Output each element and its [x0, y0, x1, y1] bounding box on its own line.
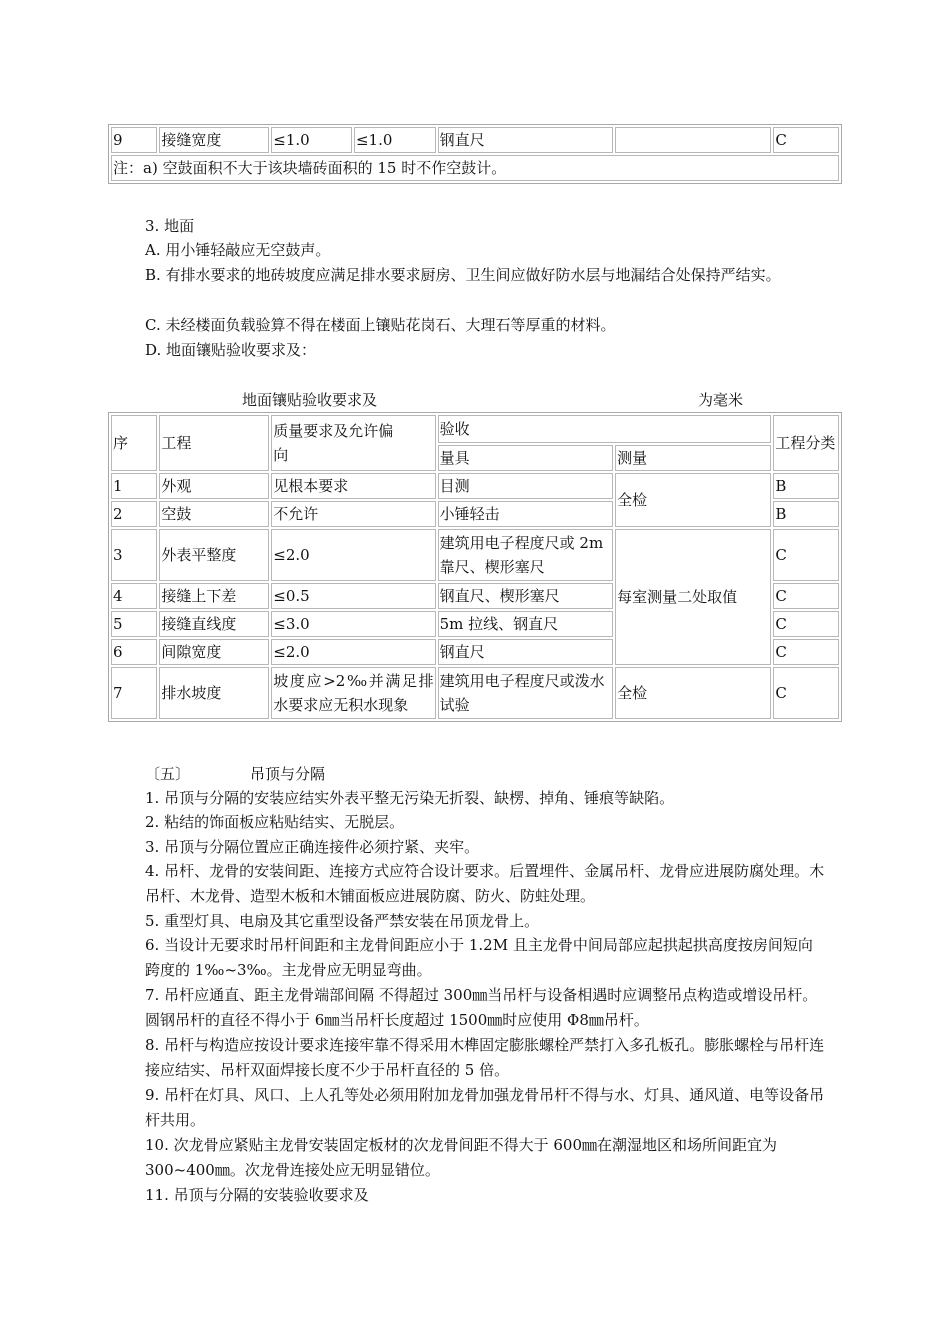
cell-seq: 1	[111, 473, 157, 499]
cell-category: C	[773, 611, 839, 637]
cell-item: 间隙宽度	[159, 639, 269, 665]
header-measure: 测量	[615, 445, 771, 471]
section-heading-ceiling: 吊顶与分隔	[250, 765, 326, 783]
table-note: 注：a) 空鼓面积不大于该块墙砖面积的 15 时不作空鼓计。	[111, 155, 839, 181]
cell-seq: 6	[111, 639, 157, 665]
cell-category: C	[773, 667, 839, 719]
cell-item: 外表平整度	[159, 529, 269, 581]
table-row	[111, 127, 839, 153]
table-row	[111, 667, 839, 719]
cell-tool: 建筑用电子程度尺或 2m 靠尺、楔形塞尺	[438, 529, 613, 581]
cell-quality: 见根本要求	[271, 473, 435, 499]
cell-measure	[615, 127, 771, 153]
list-item: 5. 重型灯具、电扇及其它重型设备严禁安装在吊顶龙骨上。	[145, 912, 540, 930]
header-seq: 序	[111, 415, 157, 471]
table-row	[111, 529, 839, 581]
cell-quality: ≤0.5	[271, 583, 435, 609]
cell-value-b: ≤1.0	[354, 127, 436, 153]
list-item: 6. 当设计无要求时吊杆间距和主龙骨间距应小于 1.2M 且主龙骨中间局部应起拱起拱高度按房间短向跨度的 1‰~3‰。主龙骨应无明显弯曲。	[145, 936, 813, 979]
cell-quality: 不允许	[271, 501, 435, 527]
cell-category: C	[773, 529, 839, 581]
table-row	[111, 155, 839, 181]
cell-quality: ≤2.0	[271, 639, 435, 665]
cell-category: B	[773, 501, 839, 527]
floor-table	[108, 412, 842, 722]
header-acceptance: 验收	[438, 415, 772, 443]
section-number: 〔五〕	[145, 765, 191, 783]
cell-category: C	[773, 583, 839, 609]
cell-quality: ≤3.0	[271, 611, 435, 637]
cell-item: 接缝上下差	[159, 583, 269, 609]
cell-tool: 建筑用电子程度尺或泼水试验	[438, 667, 613, 719]
cell-quality: 坡度应>2‰并满足排水要求应无积水现象	[271, 667, 435, 719]
cell-seq: 4	[111, 583, 157, 609]
list-item: B. 有排水要求的地砖坡度应满足排水要求厨房、卫生间应做好防水层与地漏结合处保持严结实。	[145, 266, 781, 284]
cell-measure: 全检	[615, 473, 771, 527]
section-heading-floor: 3. 地面	[145, 217, 195, 235]
list-item: 1. 吊顶与分隔的安装应结实外表平整无污染无折裂、缺楞、掉角、锤痕等缺陷。	[145, 789, 675, 807]
header-category: 工程分类	[773, 415, 839, 471]
header-quality: 质量要求及允许偏向	[271, 415, 435, 471]
header-tool: 量具	[438, 445, 613, 471]
list-item: 7. 吊杆应通直、距主龙骨端部间隔 不得超过 300㎜当吊杆与设备相遇时应调整吊点构造或增设吊杆。圆钢吊杆的直径不得小于 6㎜当吊杆长度超过 1500㎜时应使用 Φ8㎜吊杆。	[145, 986, 818, 1029]
cell-item: 接缝宽度	[159, 127, 269, 153]
cell-seq: 3	[111, 529, 157, 581]
cell-category: C	[773, 127, 839, 153]
cell-value-a: ≤1.0	[271, 127, 352, 153]
cell-measure: 每室测量二处取值	[615, 529, 771, 665]
cell-item: 排水坡度	[159, 667, 269, 719]
list-item: 4. 吊杆、龙骨的安装间距、连接方式应符合设计要求。后置埋件、金属吊杆、龙骨应进展防腐处理。木吊杆、木龙骨、造型木板和木铺面板应进展防腐、防火、防蛀处理。	[145, 862, 825, 905]
cell-item: 外观	[159, 473, 269, 499]
list-item: 8. 吊杆与构造应按设计要求连接牢靠不得采用木榫固定膨胀螺栓严禁打入多孔板孔。膨胀螺栓与吊杆连接应结实、吊杆双面焊接长度不少于吊杆直径的 5 倍。	[145, 1036, 825, 1079]
table-caption: 地面镶贴验收要求及	[242, 391, 378, 409]
cell-tool: 钢直尺	[438, 127, 613, 153]
table-row	[111, 473, 839, 499]
list-item: A. 用小锤轻敲应无空鼓声。	[145, 241, 331, 259]
cell-tool: 钢直尺、楔形塞尺	[438, 583, 613, 609]
cell-measure: 全检	[615, 667, 771, 719]
cell-category: C	[773, 639, 839, 665]
cell-item: 接缝直线度	[159, 611, 269, 637]
cell-tool: 小锤轻击	[438, 501, 613, 527]
list-item: 10. 次龙骨应紧贴主龙骨安装固定板材的次龙骨间距不得大于 600㎜在潮湿地区和场所间距宜为 300~400㎜。次龙骨连接处应无明显错位。	[145, 1136, 778, 1179]
header-item: 工程	[159, 415, 269, 471]
table-unit: 为毫米	[698, 391, 744, 409]
cell-item: 空鼓	[159, 501, 269, 527]
cell-seq: 5	[111, 611, 157, 637]
list-item: 11. 吊顶与分隔的安装验收要求及	[145, 1186, 369, 1204]
cell-quality: ≤2.0	[271, 529, 435, 581]
list-item: C. 未经楼面负载验算不得在楼面上镶贴花岗石、大理石等厚重的材料。	[145, 316, 616, 334]
cell-seq: 7	[111, 667, 157, 719]
cell-seq: 2	[111, 501, 157, 527]
cell-category: B	[773, 473, 839, 499]
cell-seq: 9	[111, 127, 157, 153]
table-header-row	[111, 415, 839, 443]
list-item: 2. 粘结的饰面板应粘贴结实、无脱层。	[145, 813, 405, 831]
cell-tool: 目测	[438, 473, 613, 499]
list-item: 9. 吊杆在灯具、风口、上人孔等处必须用附加龙骨加强龙骨吊杆不得与水、灯具、通风道、电等设备吊杆共用。	[145, 1086, 825, 1129]
top-table	[108, 124, 842, 184]
cell-tool: 钢直尺	[438, 639, 613, 665]
cell-tool: 5m 拉线、钢直尺	[438, 611, 613, 637]
list-item: 3. 吊顶与分隔位置应正确连接件必须拧紧、夹牢。	[145, 838, 480, 856]
list-item: D. 地面镶贴验收要求及：	[145, 341, 317, 359]
